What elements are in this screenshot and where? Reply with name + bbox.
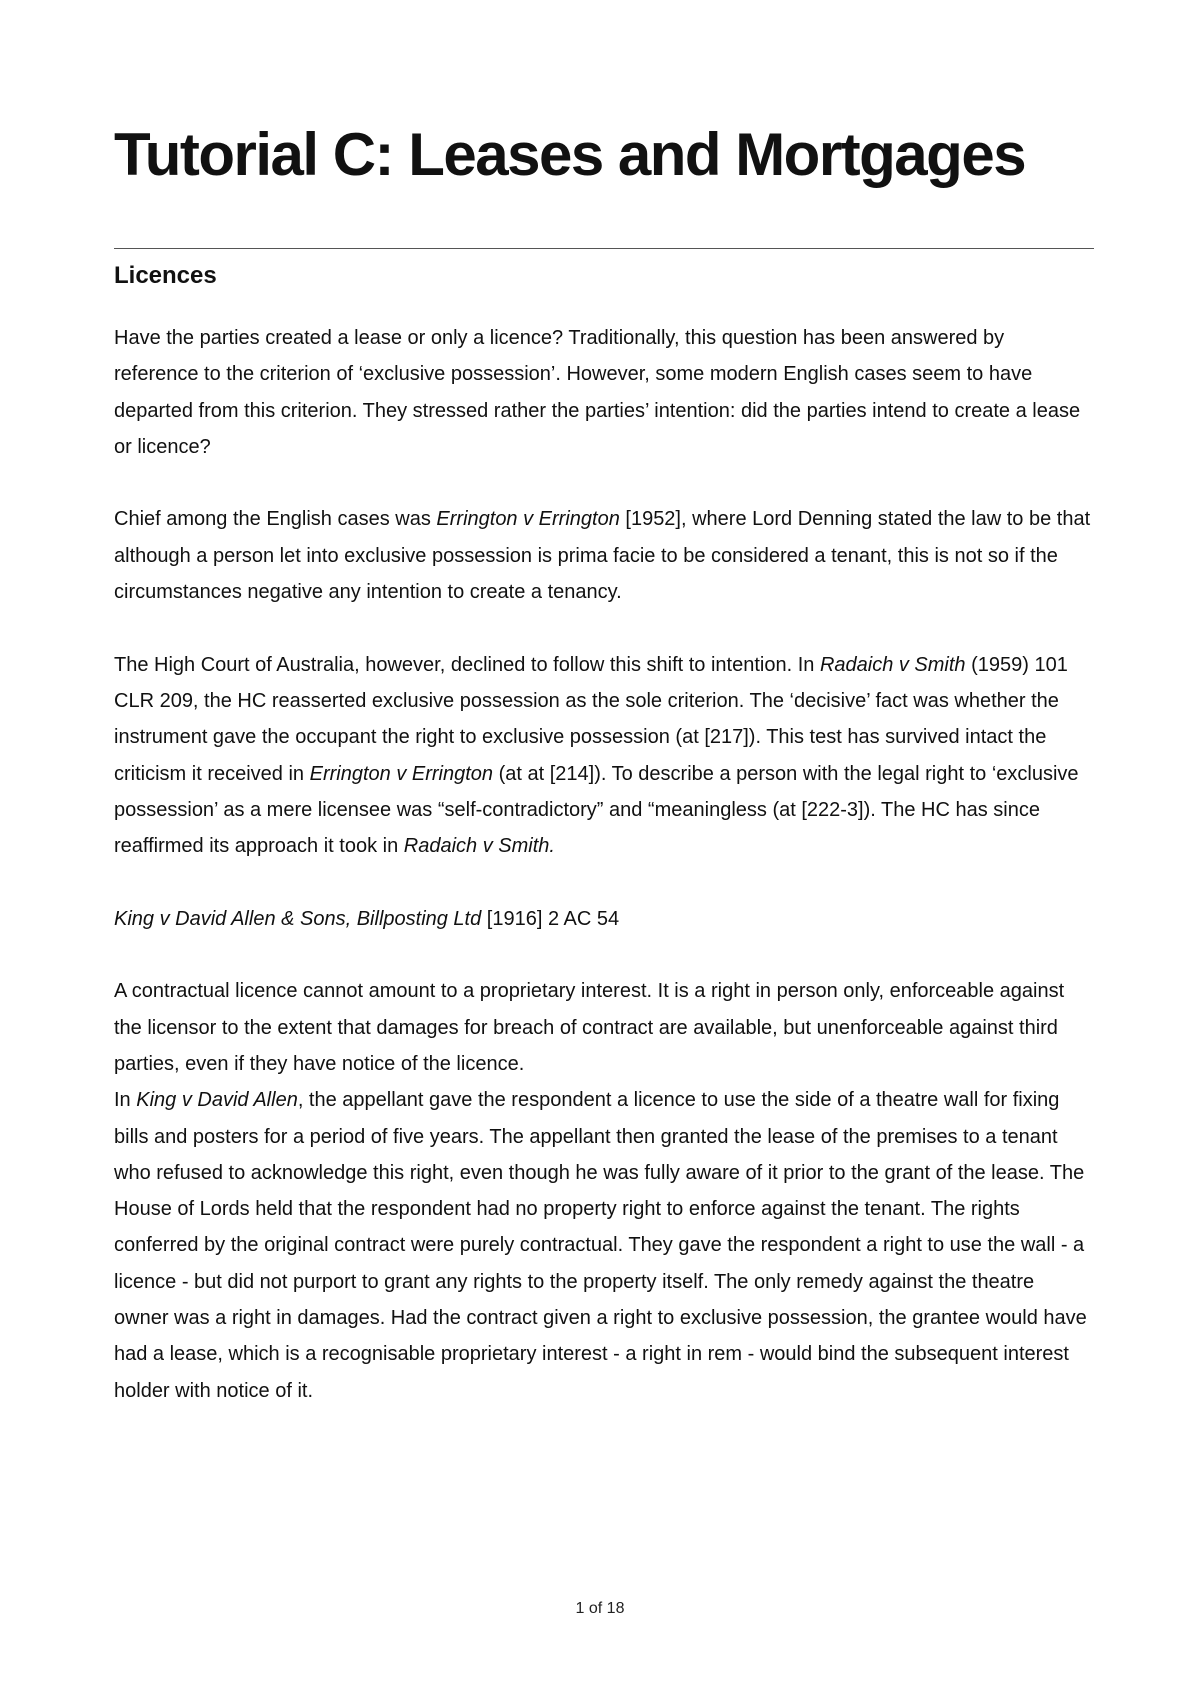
case-name: King v David Allen bbox=[136, 1089, 298, 1112]
case-name: Errington v Errington bbox=[309, 762, 494, 785]
case-name: Radaich v Smith bbox=[819, 653, 966, 676]
case-citation: [1916] 2 AC 54 bbox=[481, 907, 620, 930]
paragraph-radaich: The High Court of Australia, however, declined to follow this shift to intention. In Radaich v Smith (1959) 101 CLR 209, the HC reasserted exclusive possession as the sole criterion. The ‘decisive’ fact was whether the instrument gave the occupant the right to exclusive possession (at [217]). This test has survived intact the criticism it received in Errington v Errington (at at [214]). To describe a person with the legal right to ‘exclusive possession’ as a mere licensee was “self-contradictory” and “meaningless (at [222-3]). The HC has since reaffirmed its approach it took in Radaich v Smith. bbox=[114, 653, 1079, 858]
title-divider bbox=[114, 248, 1094, 249]
page-number: 1 of 18 bbox=[575, 1600, 625, 1617]
document-title: Tutorial C: Leases and Mortgages bbox=[114, 121, 1026, 188]
case-heading bbox=[114, 901, 1094, 937]
paragraph-errington: Chief among the English cases was Errington v Errington [1952], where Lord Denning stated the law to be that although a person let into exclusive possession is prima facie to be considered a tenant, this is not so if the circumstances negative any intention to create a tenancy. bbox=[114, 508, 1091, 604]
case-name: Radaich v Smith. bbox=[403, 835, 555, 858]
paragraph-king-v-david-allen: In King v David Allen, the appellant gave the respondent a licence to use the side of a theatre wall for fixing bills and posters for a period of five years. The appellant then granted the lease of the premises to a tenant who refused to acknowledge this right, even though he was fully aware of it prior to the grant of the lease. The House of Lords held that the respondent had no property right to enforce against the tenant. The rights conferred by the original contract were purely contractual. They gave the respondent a right to use the wall - a licence - but did not purport to grant any rights to the property itself. The only remedy against the theatre owner was a right in damages. Had the contract given a right to exclusive possession, the grantee would have had a lease, which is a recognisable proprietary interest - a right in rem - would bind the subsequent interest holder with notice of it. bbox=[114, 1089, 1087, 1402]
case-name: Errington v Errington bbox=[436, 508, 620, 531]
paragraph-contractual-licence: A contractual licence cannot amount to a proprietary interest. It is a right in person only, enforceable against the licensor to the extent that damages for breach of contract are available, but unenforceable against third parties, even if they have notice of the licence. bbox=[114, 980, 1065, 1075]
section-heading: Licences bbox=[114, 262, 217, 289]
paragraph-lease-or-licence: Have the parties created a lease or only a licence? Traditionally, this question has been answered by reference to the criterion of ‘exclusive possession’. However, some modern English cases seem to have departed from this criterion. They stressed rather the parties’ intention: did the parties intend to create a lease or licence? bbox=[114, 327, 1081, 458]
case-name: King v David Allen & Sons, Billposting Ltd bbox=[114, 907, 482, 930]
document-body bbox=[114, 320, 1094, 1409]
